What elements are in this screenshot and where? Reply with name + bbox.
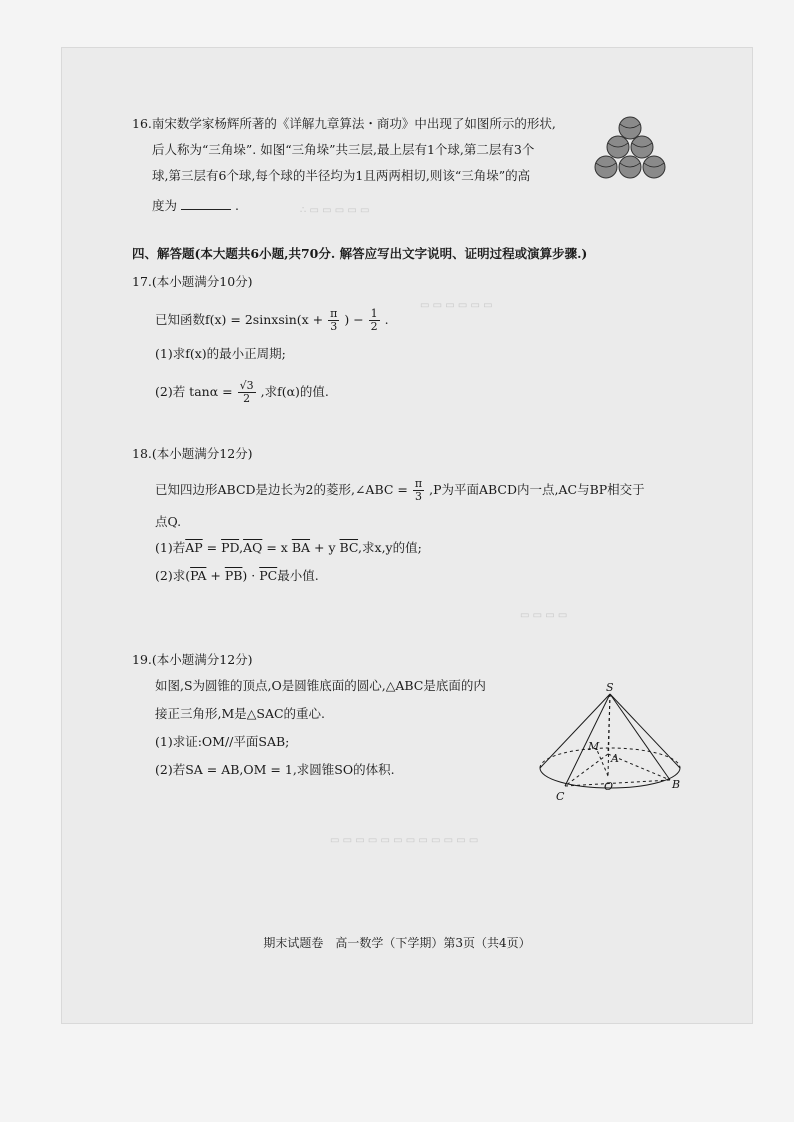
label-A: A (611, 752, 619, 765)
answer-blank (181, 196, 231, 210)
q17-stem-prefix: 已知函数f(x) = 2sinxsin(x + (155, 312, 324, 327)
fraction (238, 380, 256, 405)
label-O: O (604, 780, 614, 793)
text: + y (310, 540, 340, 555)
show-through-mark: ▭ ▭ ▭ ▭ ▭ ▭ ▭ ▭ ▭ ▭ ▭ ▭ (330, 835, 479, 846)
q16-line3: 球,第三层有6个球,每个球的半径均为1且两两相切,则该“三角垛”的高 (152, 168, 531, 183)
q16-line4-suffix: . (234, 198, 239, 213)
vector: $\overline{AQ}$ (243, 540, 263, 555)
fraction-numerator: 1 (370, 307, 378, 320)
q18-part1-a: (1)若 (155, 540, 186, 555)
cone-slant-right (610, 694, 680, 768)
q18-stem-line2: 点Q. (155, 514, 182, 529)
fraction-denominator: 2 (370, 320, 378, 333)
edge-AC (565, 754, 608, 786)
text: ) · (242, 568, 260, 583)
edge-SB (610, 694, 670, 780)
text: + (206, 568, 225, 583)
q17-part2-suffix: ,求f(α)的值. (260, 384, 329, 399)
ball-stack-figure (590, 112, 670, 192)
q18-title: 18.(本小题满分12分) (132, 446, 253, 461)
page-footer: 期末试题卷 高一数学（下学期）第3页（共4页） (263, 936, 531, 950)
label-M: M (588, 740, 600, 753)
text: = (202, 540, 222, 555)
label-C: C (556, 790, 565, 803)
text: , (239, 540, 244, 555)
segment-OM (597, 750, 608, 776)
fraction-denominator: 2 (243, 392, 251, 405)
q18-stem (155, 478, 645, 503)
scanned-page (62, 48, 752, 1023)
q19-title: 19.(本小题满分12分) (132, 652, 253, 667)
vector: $\overline{AP}$ (185, 540, 203, 555)
show-through-mark: ∴ ▭ ▭ ▭ ▭ ▭ (300, 205, 370, 216)
text: = x (262, 540, 292, 555)
text: ,求x,y的值; (358, 540, 422, 555)
vector: $\overline{PD}$ (221, 540, 240, 555)
edge-SA (608, 694, 610, 754)
q16-line2: 后人称为“三角垛”. 如图“三角垛”共三层,最上层有1个球,第二层有3个 (152, 142, 535, 157)
fraction-numerator: π (330, 307, 338, 320)
q19-part1: (1)求证:OM//平面SAB; (155, 734, 290, 749)
label-B: B (672, 778, 681, 791)
q17-part2 (155, 380, 329, 405)
cone-figure (530, 680, 690, 815)
text: (2)求( (155, 568, 191, 583)
label-S: S (606, 681, 614, 694)
q19-stem-line2: 接正三角形,M是△SAC的重心. (155, 706, 326, 721)
fraction (328, 308, 339, 333)
text: 最小值. (277, 568, 319, 583)
q18-part1 (155, 538, 422, 558)
q18-stem-suffix: ,P为平面ABCD内一点,AC与BP相交于 (429, 482, 645, 497)
vector: $\overline{BC}$ (339, 540, 359, 555)
q18-part2 (155, 566, 319, 586)
fraction (369, 308, 380, 333)
show-through-mark: ▭ ▭ ▭ ▭ ▭ ▭ (420, 300, 493, 311)
q16-line4 (152, 196, 239, 216)
q19-part2: (2)若SA = AB,OM = 1,求圆锥SO的体积. (155, 762, 395, 777)
q19-stem-line1: 如图,S为圆锥的顶点,O是圆锥底面的圆心,△ABC是底面的内 (155, 678, 486, 693)
vector: $\overline{BA}$ (291, 540, 311, 555)
vector: $\overline{PB}$ (224, 568, 243, 583)
section-4-heading: 四、解答题(本大题共6小题,共70分. 解答应写出文字说明、证明过程或演算步骤.) (132, 246, 588, 261)
vector: $\overline{PC}$ (259, 568, 278, 583)
fraction-numerator: √3 (239, 379, 254, 392)
fraction-numerator: π (414, 477, 423, 490)
fraction-denominator: 3 (330, 320, 338, 333)
show-through-mark: ▭ ▭ ▭ ▭ (520, 610, 568, 621)
q17-part1: (1)求f(x)的最小正周期; (155, 346, 286, 361)
q18-stem-prefix: 已知四边形ABCD是边长为2的菱形,∠ABC = (155, 482, 408, 497)
q17-stem (155, 308, 389, 333)
q17-part2-prefix: (2)若 tanα = (155, 384, 233, 399)
q16-line4-prefix: 度为 (152, 198, 178, 213)
q17-stem-mid: ) − (344, 312, 364, 327)
fraction-denominator: 3 (414, 490, 422, 503)
q17-stem-end: . (384, 312, 389, 327)
q16-line1: 16.南宋数学家杨辉所著的《详解九章算法・商功》中出现了如图所示的形状, (132, 116, 556, 131)
q17-title: 17.(本小题满分10分) (132, 274, 253, 289)
vector: $\overline{PA}$ (190, 568, 207, 583)
fraction (413, 478, 424, 503)
